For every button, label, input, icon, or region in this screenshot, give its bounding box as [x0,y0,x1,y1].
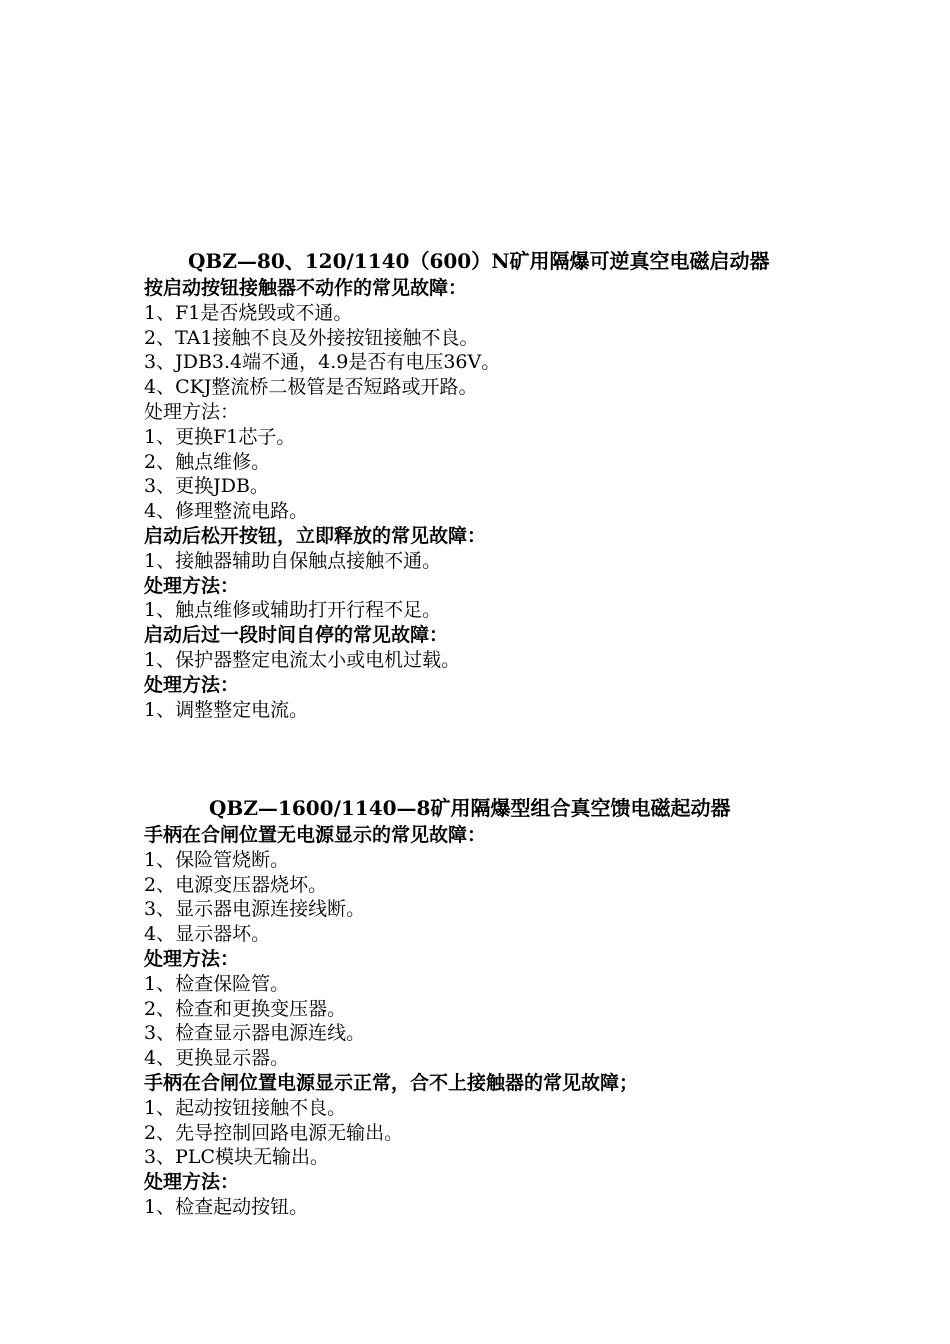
text-line: 2、TA1接触不良及外接按钮接触不良。 [144,326,479,349]
section-heading-line: 启动后松开按钮，立即释放的常见故障： [144,524,487,547]
text-line: 1、检查保险管。 [144,972,290,995]
text-line: 4、修理整流电路。 [144,500,309,523]
text-line: 4、CKJ整流桥二极管是否短路或开路。 [144,376,478,399]
text-line: 3、检查显示器电源连线。 [144,1022,366,1045]
text-line: 1、检查起动按钮。 [144,1195,309,1218]
text-line: 1、起动按钮接触不良。 [144,1096,347,1119]
text-line: 3、JDB3.4端不通，4.9是否有电压36V。 [144,351,501,374]
text-line: 1、接触器辅助自保触点接触不通。 [144,549,442,572]
section-heading-line: 处理方法： [144,947,240,970]
text-line: 1、调整整定电流。 [144,698,309,721]
text-line: 3、PLC模块无输出。 [144,1146,330,1169]
section-heading-line: 处理方法： [144,574,240,597]
section-heading-line: 启动后过一段时间自停的常见故障： [144,624,449,647]
section-qbz-1600-combined-starter [0,793,950,1220]
text-line: 4、显示器坏。 [144,923,271,946]
text-line: 3、更换JDB。 [144,475,269,498]
text-line: 2、电源变压器烧坏。 [144,873,328,896]
section-title: QBZ—1600/1140—8矿用隔爆型组合真空馈电磁起动器 [209,796,731,820]
text-line: 1、保护器整定电流太小或电机过载。 [144,648,461,671]
text-line: 2、先导控制回路电源无输出。 [144,1121,404,1144]
section-title: QBZ—80、120/1140（600）N矿用隔爆可逆真空电磁启动器 [188,249,770,273]
section-heading-line: 处理方法： [144,1171,240,1194]
text-line: 1、更换F1芯子。 [144,425,296,448]
text-line: 1、触点维修或辅助打开行程不足。 [144,599,442,622]
text-line: 2、触点维修。 [144,450,271,473]
text-line: 1、F1是否烧毁或不通。 [144,301,353,324]
text-line: 3、显示器电源连接线断。 [144,898,366,921]
text-line: 4、更换显示器。 [144,1047,290,1070]
section-qbz-80-reversible-starter [0,246,950,722]
section-heading-line: 手柄在合闸位置无电源显示的常见故障： [144,824,487,846]
section-heading-line: 处理方法： [144,673,240,696]
section-body [0,823,950,1220]
section-heading-line: 手柄在合闸位置电源显示正常，合不上接触器的常见故障； [144,1071,639,1094]
text-line: 处理方法： [144,400,240,423]
section-heading-line: 按启动按钮接触器不动作的常见故障： [144,277,468,299]
text-line: 2、检查和更换变压器。 [144,997,347,1020]
section-body [0,276,950,722]
text-line: 1、保险管烧断。 [144,848,290,871]
